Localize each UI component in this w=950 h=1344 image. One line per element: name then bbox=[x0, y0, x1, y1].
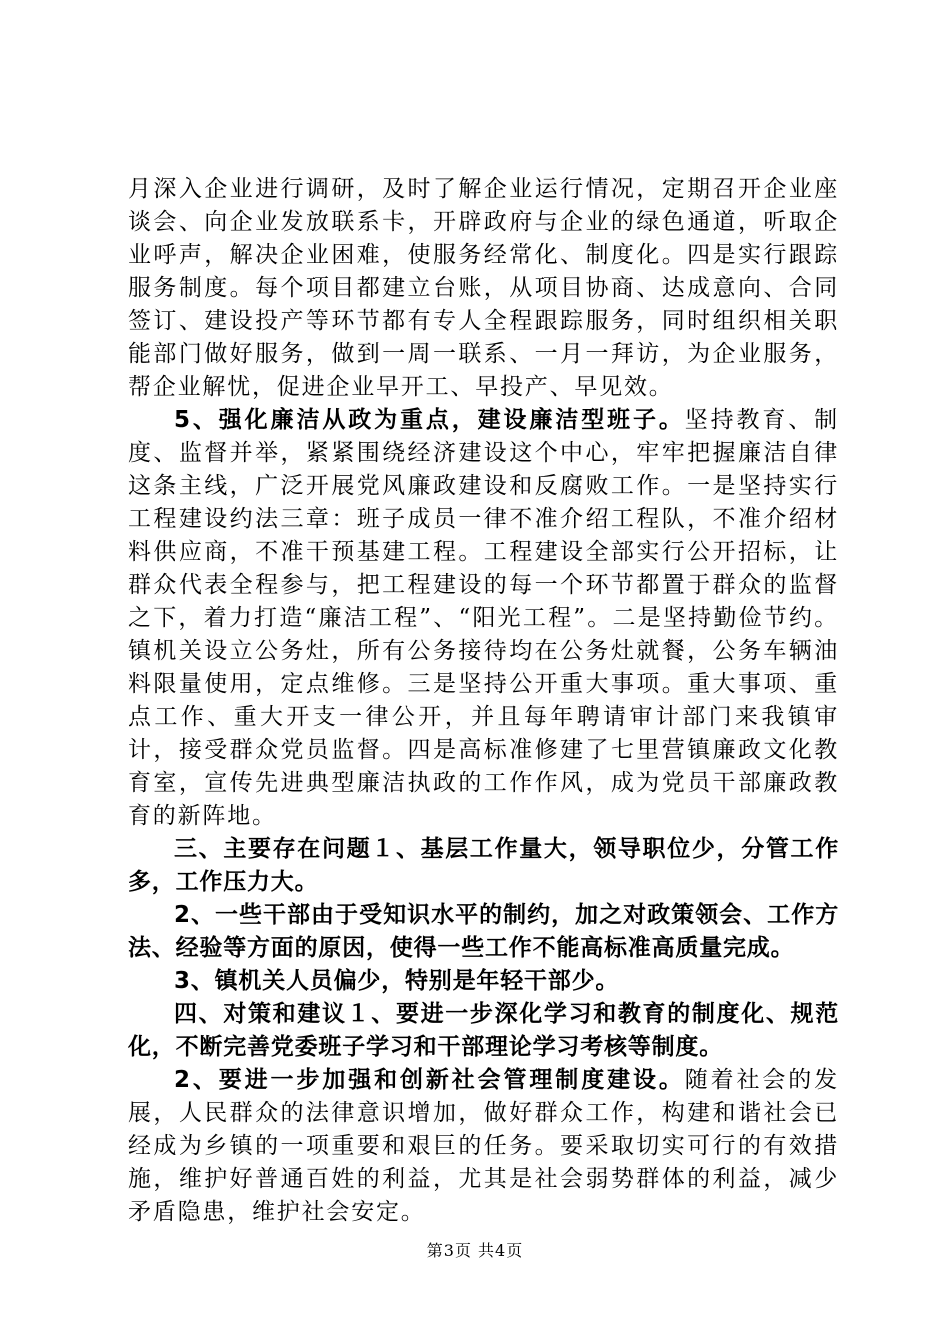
section-3-item-2: 2、一些干部由于受知识水平的制约，加之对政策领会、工作方法、经验等方面的原因，使得一些工作不能高标准高质量完成。 bbox=[128, 902, 839, 961]
page-number-footer: 第3页 共4页 bbox=[426, 1241, 524, 1260]
paragraph-continued: 月深入企业进行调研，及时了解企业运行情况，定期召开企业座谈会、向企业发放联系卡，开辟政府与企业的绿色通道，听取企业呼声，解决企业困难，使服务经常化、制度化。四是实行跟踪服务制度。每个项目都建立台账，从项目协商、达成意向、合同签订、建设投产等环节都有专人全程跟踪服务，同时组织相关职能部门做好服务，做到一周一联系、一月一拜访，为企业服务，帮企业解忧，促进企业早开工、早投产、早见效。 bbox=[128, 176, 839, 400]
section-3-item-3: 3、镇机关人员偏少，特别是年轻干部少。 bbox=[174, 968, 620, 994]
section-3-problems: 三、主要存在问题１、基层工作量大，领导职位少，分管工作多，工作压力大。 bbox=[128, 836, 839, 895]
section-4-item-2-body: 随着社会的发展，人民群众的法律意识增加，做好群众工作，构建和谐社会已经成为乡镇的一项重要和艰巨的任务。要采取切实可行的有效措施，维护好普通百姓的利益，尤其是社会弱势群体的利益，减少矛盾隐患，维护社会安定。 bbox=[128, 1067, 839, 1225]
section-4-item-2 bbox=[128, 1064, 839, 1229]
document-body bbox=[128, 173, 839, 1229]
paragraph-item-5 bbox=[128, 404, 839, 833]
section-4-suggestions: 四、对策和建议１、要进一步深化学习和教育的制度化、规范化，不断完善党委班子学习和干部理论学习考核等制度。 bbox=[128, 1001, 839, 1060]
paragraph-item-5-heading: 5、强化廉洁从政为重点，建设廉洁型班子。 bbox=[174, 407, 685, 433]
section-4-item-2-heading: 2、要进一步加强和创新社会管理制度建设。 bbox=[174, 1067, 685, 1093]
paragraph-item-5-body: 坚持教育、制度、监督并举，紧紧围绕经济建设这个中心，牢牢把握廉洁自律这条主线，广泛开展党风廉政建设和反腐败工作。一是坚持实行工程建设约法三章：班子成员一律不准介绍工程队，不准介绍材料供应商，不准干预基建工程。工程建设全部实行公开招标，让群众代表全程参与，把工程建设的每一个环节都置于群众的监督之下，着力打造“廉洁工程”、“阳光工程”。二是坚持勤俭节约。镇机关设立公务灶，所有公务接待均在公务灶就餐，公务车辆油料限量使用，定点维修。三是坚持公开重大事项。重大事项、重点工作、重大开支一律公开，并且每年聘请审计部门来我镇审计，接受群众党员监督。四是高标准修建了七里营镇廉政文化教育室，宣传先进典型廉洁执政的工作作风，成为党员干部廉政教育的新阵地。 bbox=[128, 407, 839, 829]
